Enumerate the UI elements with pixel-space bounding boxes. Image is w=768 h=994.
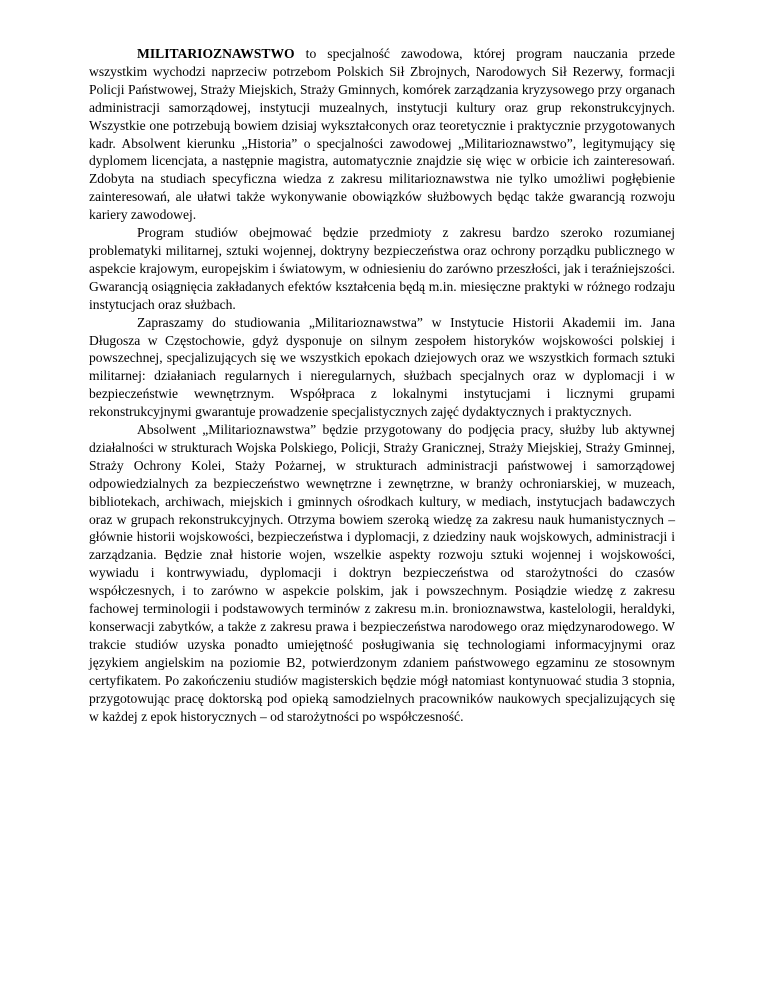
document-body [89, 45, 675, 725]
paragraph-intro [89, 45, 675, 224]
paragraph-intro-text: to specjalność zawodowa, której program nauczania przede wszystkim wychodzi naprzeciw potrzebom Polskich Sił Zbrojnych, Narodowych Sił Rezerwy, formacji Policji Państwowej, Straży Miejskich, Straży Gminnych, komórek zarządzania kryzysowego przy organach administracji samorządowej, instytucji muzealnych, instytucji kultury oraz grup rekonstrukcyjnych. Wszystkie one potrzebują bowiem dzisiaj wykształconych oraz teoretycznie i praktycznie przygotowanych kadr. Absolwent kierunku „Historia” o specjalności zawodowej „Militarioznawstwo”, legitymujący się dyplomem licencjata, a następnie magistra, automatycznie znajdzie się więc w orbicie ich zainteresowań. Zdobyta na studiach specyficzna wiedza z zakresu militarioznawstwa nie tylko umożliwi pogłębienie zainteresowań, ale ułatwi także wykonywanie obowiązków służbowych będąc także gwarancją rozwoju kariery zawodowej. [89, 46, 675, 223]
lead-term: MILITARIOZNAWSTWO [137, 46, 295, 61]
paragraph-graduate: Absolwent „Militarioznawstwa” będzie przygotowany do podjęcia pracy, służby lub aktywnej działalności w strukturach Wojska Polskiego, Policji, Straży Granicznej, Straży Miejskiej, Straży Gminnej, Straży Ochrony Kolei, Staży Pożarnej, w strukturach administracji państwowej i samorządowej odpowiedzialnych za bezpieczeństwo wewnętrzne i zewnętrzne, w branży ochroniarskiej, w muzeach, bibliotekach, archiwach, miejskich i gminnych ośrodkach kultury, w mediach, instytucjach badawczych oraz w grupach rekonstrukcyjnych. Otrzyma bowiem szeroką wiedzę za zakresu nauk humanistycznych – głównie historii wojskowości, bezpieczeństwa i dyplomacji, z dziedziny nauk wojskowych, administracji i zarządzania. Będzie znał historie wojen, wszelkie aspekty rozwoju sztuki wojennej i wojskowości, wywiadu i kontrwywiadu, dyplomacji i doktryn bezpieczeństwa od starożytności do czasów współczesnych, i to zarówno w aspekcie polskim, jak i powszechnym. Posiądzie wiedzę z zakresu fachowej terminologii i podstawowych terminów z zakresu m.in. bronioznawstwa, kastelologii, heraldyki, konserwacji zabytków, a także z zakresu prawa i bezpieczeństwa narodowego oraz międzynarodowego. W trakcie studiów uzyska ponadto umiejętność posługiwania się technologiami informacyjnymi oraz językiem angielskim na poziomie B2, potwierdzonym zdaniem państwowego egzaminu ze stosownym certyfikatem. Po zakończeniu studiów magisterskich będzie mógł natomiast kontynuować studia 3 stopnia, przygotowując pracę doktorską pod opieką samodzielnych pracowników naukowych specjalizujących się w każdej z epok historycznych – od starożytności po współczesność. [89, 422, 675, 724]
paragraph-program: Program studiów obejmować będzie przedmioty z zakresu bardzo szeroko rozumianej problematyki militarnej, sztuki wojennej, doktryny bezpieczeństwa oraz ochrony porządku publicznego w aspekcie krajowym, europejskim i światowym, w odniesieniu do zarówno przeszłości, jak i teraźniejszości. Gwarancją osiągnięcia zakładanych efektów kształcenia będą m.in. miesięczne praktyki w różnego rodzaju instytucjach oraz służbach. [89, 225, 675, 312]
paragraph-invitation: Zapraszamy do studiowania „Militarioznawstwa” w Instytucie Historii Akademii im. Jana Długosza w Częstochowie, gdyż dysponuje on silnym zespołem historyków wojskowości polskiej i powszechnej, specjalizujących się we wszystkich epokach dziejowych oraz we wszystkich formach sztuki militarnej: działaniach regularnych i nieregularnych, służbach specjalnych oraz w dyplomacji i w bezpieczeństwie wewnętrznym. Współpraca z lokalnymi instytucjami i licznymi grupami rekonstrukcyjnymi gwarantuje prowadzenie specjalistycznych zajęć dydaktycznych i praktycznych. [89, 314, 675, 420]
